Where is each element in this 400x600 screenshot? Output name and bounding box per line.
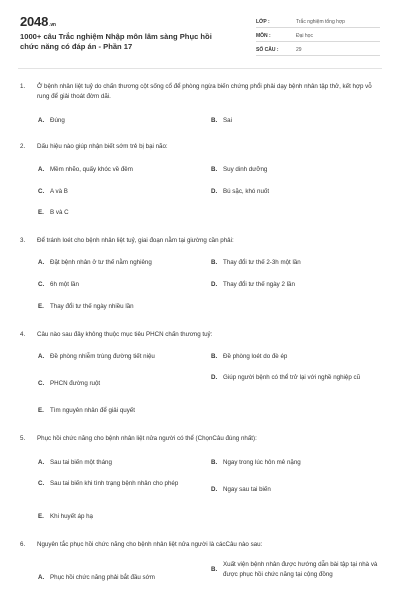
answer-letter: B. (211, 459, 218, 466)
question-3 (20, 236, 380, 246)
question-1 (20, 82, 380, 101)
answer-text: Phục hồi chức năng phải bắt đầu sớm (50, 574, 155, 581)
answer-option[interactable] (211, 258, 368, 268)
question-4 (20, 330, 380, 340)
answer-letter: D. (211, 486, 218, 493)
answer-option[interactable] (211, 187, 368, 197)
answer-option[interactable] (38, 302, 250, 312)
answer-option[interactable] (211, 458, 368, 468)
question-text: Ở bệnh nhân liệt tuỷ do chấn thương cột sống cổ để phòng ngừa biến chứng phổi phải dạy bệnh nhân tập thở, kết hợp vỗ rung để giải thoát đờm dãi. (37, 83, 372, 100)
meta-label: MÔN : (256, 33, 271, 39)
answer-letter: D. (211, 281, 218, 288)
meta-row-subject (256, 28, 380, 42)
answer-letter: E. (38, 407, 44, 414)
question-2 (20, 142, 380, 152)
answer-option[interactable] (211, 280, 368, 290)
answer-option[interactable] (211, 485, 368, 495)
question-number: 4. (20, 331, 26, 338)
answer-option[interactable] (38, 458, 195, 468)
answer-text: B và C (50, 209, 69, 216)
answer-letter: B. (211, 166, 218, 173)
answer-text: Đúng (50, 117, 65, 124)
answer-text: Thay đổi tư thế ngày nhiều lần (50, 303, 134, 310)
answer-option[interactable] (38, 573, 195, 583)
answer-letter: D. (211, 188, 218, 195)
answer-text: PHCN đường ruột (50, 380, 101, 387)
answer-text: Ngay sau tai biến (223, 486, 271, 493)
answer-letter: B. (211, 117, 218, 124)
answer-option[interactable] (38, 352, 195, 362)
answer-letter: B. (211, 259, 218, 266)
answer-letter: A. (38, 574, 45, 581)
answer-letter: A. (38, 353, 45, 360)
question-text: Nguyên tắc phục hồi chức năng cho bệnh nhân liệt nửa người là cácCâu nào sau: (37, 541, 263, 548)
answer-letter: E. (38, 303, 44, 310)
answer-option[interactable] (211, 165, 368, 175)
question-number: 2. (20, 143, 26, 150)
answer-text: Đề phòng loét do đè ép (223, 353, 288, 360)
question-5 (20, 434, 380, 444)
meta-label: LỚP : (256, 19, 270, 25)
question-number: 5. (20, 435, 26, 442)
question-text: Phục hồi chức năng cho bệnh nhân liệt nửa người có thể (ChọnCâu đúng nhất): (37, 435, 257, 442)
answer-text: Khi huyết áp hạ (50, 513, 94, 520)
site-logo[interactable] (20, 14, 56, 29)
answer-option[interactable] (38, 165, 195, 175)
question-text: Câu nào sau đây không thuộc mục tiêu PHCN chấn thương tuỷ: (37, 331, 213, 338)
answer-text: Giúp người bệnh có thể trở lại với nghề nghiệp cũ (223, 374, 361, 381)
answer-text: Đặt bệnh nhân ở tư thế nằm nghiêng (50, 259, 152, 266)
answer-letter: E. (38, 513, 44, 520)
answer-option[interactable] (38, 406, 195, 416)
meta-label: SỐ CÂU : (256, 47, 279, 53)
answer-text: Mềm nhẽo, quấy khóc về đêm (50, 166, 133, 173)
question-text: Dấu hiệu nào giúp nhận biết sớm trẻ bị bại não: (37, 143, 168, 150)
answer-text: Xuất viện bệnh nhân được hướng dẫn bài tập tại nhà và được phục hồi chức năng tại cộng đồng (223, 561, 378, 578)
answer-letter: D. (211, 374, 218, 381)
meta-row-count (256, 42, 380, 56)
answer-letter: C. (38, 480, 45, 487)
question-number: 6. (20, 541, 26, 548)
answer-text: Sau tai biến một tháng (50, 459, 112, 466)
answer-option[interactable] (38, 258, 195, 268)
answer-text: Suy dinh dưỡng (223, 166, 268, 173)
answer-option[interactable] (38, 479, 195, 489)
answer-text: Ngay trong lúc hôn mê nặng (223, 459, 301, 466)
question-text: Để tránh loét cho bệnh nhân liệt tuỷ, giai đoạn nằm tại giường cần phải: (37, 237, 234, 244)
answer-option[interactable] (38, 379, 195, 389)
answer-letter: A. (38, 259, 45, 266)
answer-text: Bú sặc, khó nuốt (223, 188, 270, 195)
answer-text: A và B (50, 188, 68, 195)
logo-text: 2048 (20, 14, 49, 29)
answer-text: Thay đổi tư thế 2-3h một lần (223, 259, 301, 266)
meta-value: Đại học (296, 33, 313, 39)
answer-text: Đề phòng nhiễm trùng đường tiết niệu (50, 353, 155, 360)
answer-option[interactable] (38, 280, 195, 290)
question-6 (20, 540, 380, 550)
answer-letter: C. (38, 281, 45, 288)
meta-table (256, 14, 380, 56)
question-number: 1. (20, 83, 26, 90)
logo-suffix: .vn (49, 22, 56, 28)
answer-letter: B. (211, 353, 218, 360)
answer-option[interactable] (38, 512, 195, 522)
answer-letter: C. (38, 380, 45, 387)
answer-text: Thay đổi tư thế ngày 2 lần (223, 281, 295, 288)
answer-text: Tìm nguyên nhân để giải quyết (50, 407, 135, 414)
header-divider (18, 68, 382, 69)
answer-letter: C. (38, 188, 45, 195)
answer-option[interactable] (38, 208, 195, 218)
answer-option[interactable] (211, 352, 368, 362)
answer-letter: B. (211, 565, 218, 573)
answer-letter: A. (38, 117, 45, 124)
answer-text: Sau tai biến khi tình trạng bệnh nhân cho phép (50, 480, 179, 487)
answer-option[interactable] (38, 187, 195, 197)
meta-value: Trắc nghiệm tổng hợp (296, 19, 345, 25)
answer-option[interactable] (211, 560, 383, 579)
answer-option[interactable] (38, 116, 195, 126)
answer-letter: A. (38, 166, 45, 173)
answer-text: 6h một lần (50, 281, 79, 288)
meta-value: 29 (296, 47, 302, 53)
meta-row-class (256, 14, 380, 28)
question-number: 3. (20, 237, 26, 244)
answer-option[interactable] (211, 116, 368, 126)
answer-letter: E. (38, 209, 44, 216)
answer-letter: A. (38, 459, 45, 466)
answer-text: Sai (223, 117, 232, 124)
document-title: 1000+ câu Trắc nghiệm Nhập môn lâm sàng Phục hồi chức năng có đáp án - Phần 17 (20, 32, 212, 51)
answer-option[interactable] (211, 373, 368, 383)
document-header (20, 12, 380, 64)
